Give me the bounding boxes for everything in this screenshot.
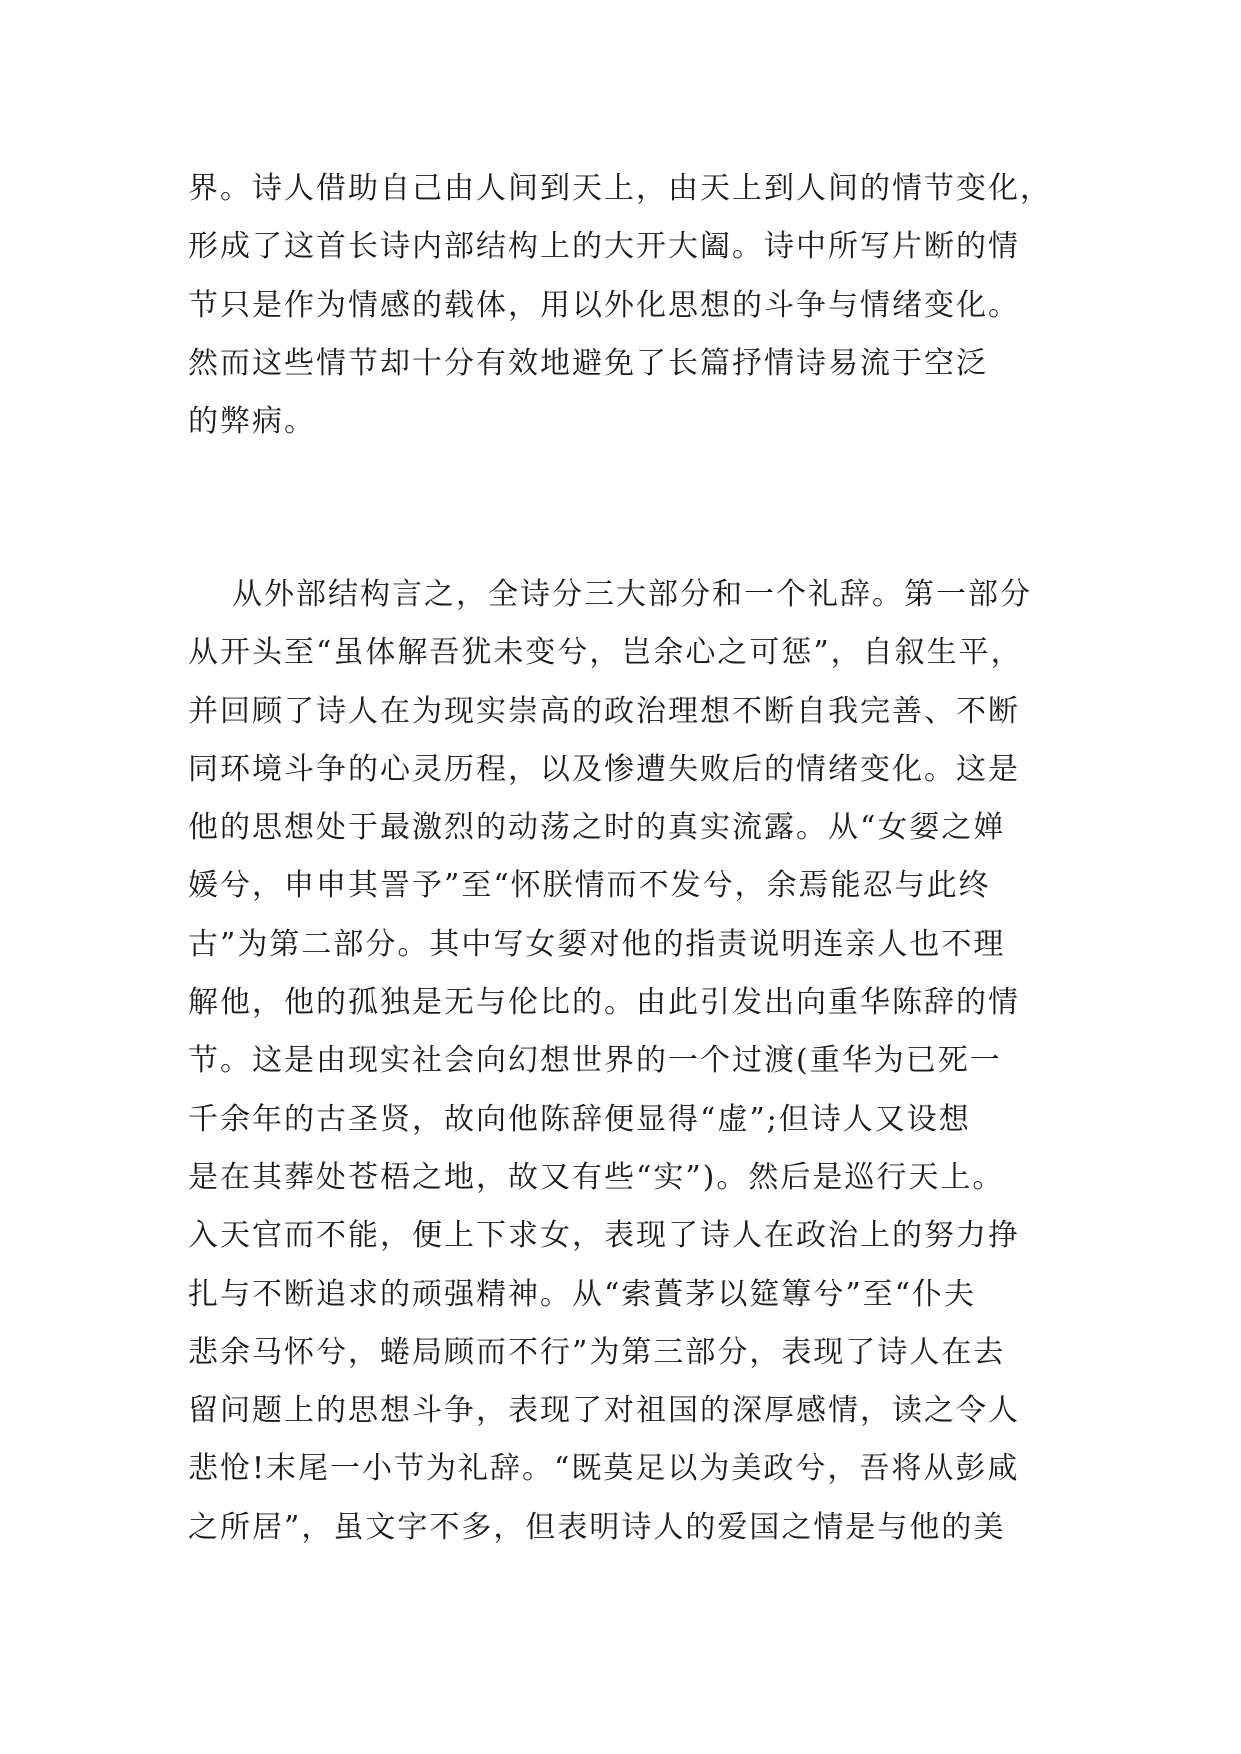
text-line: 扎与不断追求的顽强精神。从“索蕢茅以筵篿兮”至“仆夫 — [188, 1276, 977, 1312]
text-line: 解他，他的孤独是无与伦比的。由此引发出向重华陈辞的情 — [188, 985, 1020, 1021]
text-line: 从外部结构言之，全诗分三大部分和一个礼辞。第一部分 — [232, 577, 1032, 612]
text-line: 然而这些情节却十分有效地避免了长篇抒情诗易流于空泛 — [188, 345, 988, 381]
text-line: 并回顾了诗人在为现实崇高的政治理想不断自我完善、不断 — [188, 693, 1020, 729]
text-line: 他的思想处于最激烈的动荡之时的真实流露。从“女媭之婵 — [188, 810, 1006, 846]
text-line: 入天官而不能，便上下求女，表现了诗人在政治上的努力挣 — [188, 1218, 1020, 1254]
text-line: 节只是作为情感的载体，用以外化思想的斗争与情绪变化。 — [188, 287, 1020, 323]
text-line: 悲余马怀兮，蜷局顾而不行”为第三部分，表现了诗人在去 — [188, 1334, 1006, 1370]
text-line: 形成了这首长诗内部结构上的大开大阖。诗中所写片断的情 — [188, 229, 1020, 265]
text-line: 千余年的古圣贤，故向他陈辞便显得“虚”;但诗人又设想 — [188, 1101, 971, 1137]
text-line: 之所居”，虽文字不多，但表明诗人的爱国之情是与他的美 — [188, 1509, 1006, 1545]
text-line: 同环境斗争的心灵历程，以及惨遭失败后的情绪变化。这是 — [188, 751, 1020, 787]
text-line: 节。这是由现实社会向幻想世界的一个过渡(重华为已死一 — [188, 1043, 1002, 1079]
text-line: 界。诗人借助自己由人间到天上，由天上到人间的情节变化， — [188, 171, 1052, 206]
text-line: 悲怆!末尾一小节为礼辞。“既莫足以为美政兮，吾将从彭咸 — [188, 1451, 1020, 1487]
text-line: 古”为第二部分。其中写女媭对他的指责说明连亲人也不理 — [188, 926, 1006, 962]
text-line: 从开头至“虽体解吾犹未变兮，岂余心之可惩”，自叙生平， — [188, 635, 1023, 671]
paragraph-2 — [188, 566, 1058, 1557]
text-line: 的弊病。 — [188, 404, 316, 440]
text-line: 留问题上的思想斗争，表现了对祖国的深厚感情，读之令人 — [188, 1393, 1020, 1429]
text-line: 媛兮，申申其詈予”至“怀朕情而不发兮，余焉能忍与此终 — [188, 868, 991, 904]
text-line: 是在其葬处苍梧之地，故又有些“实”)。然后是巡行天上。 — [188, 1159, 1005, 1195]
paragraph-1 — [188, 160, 1058, 451]
